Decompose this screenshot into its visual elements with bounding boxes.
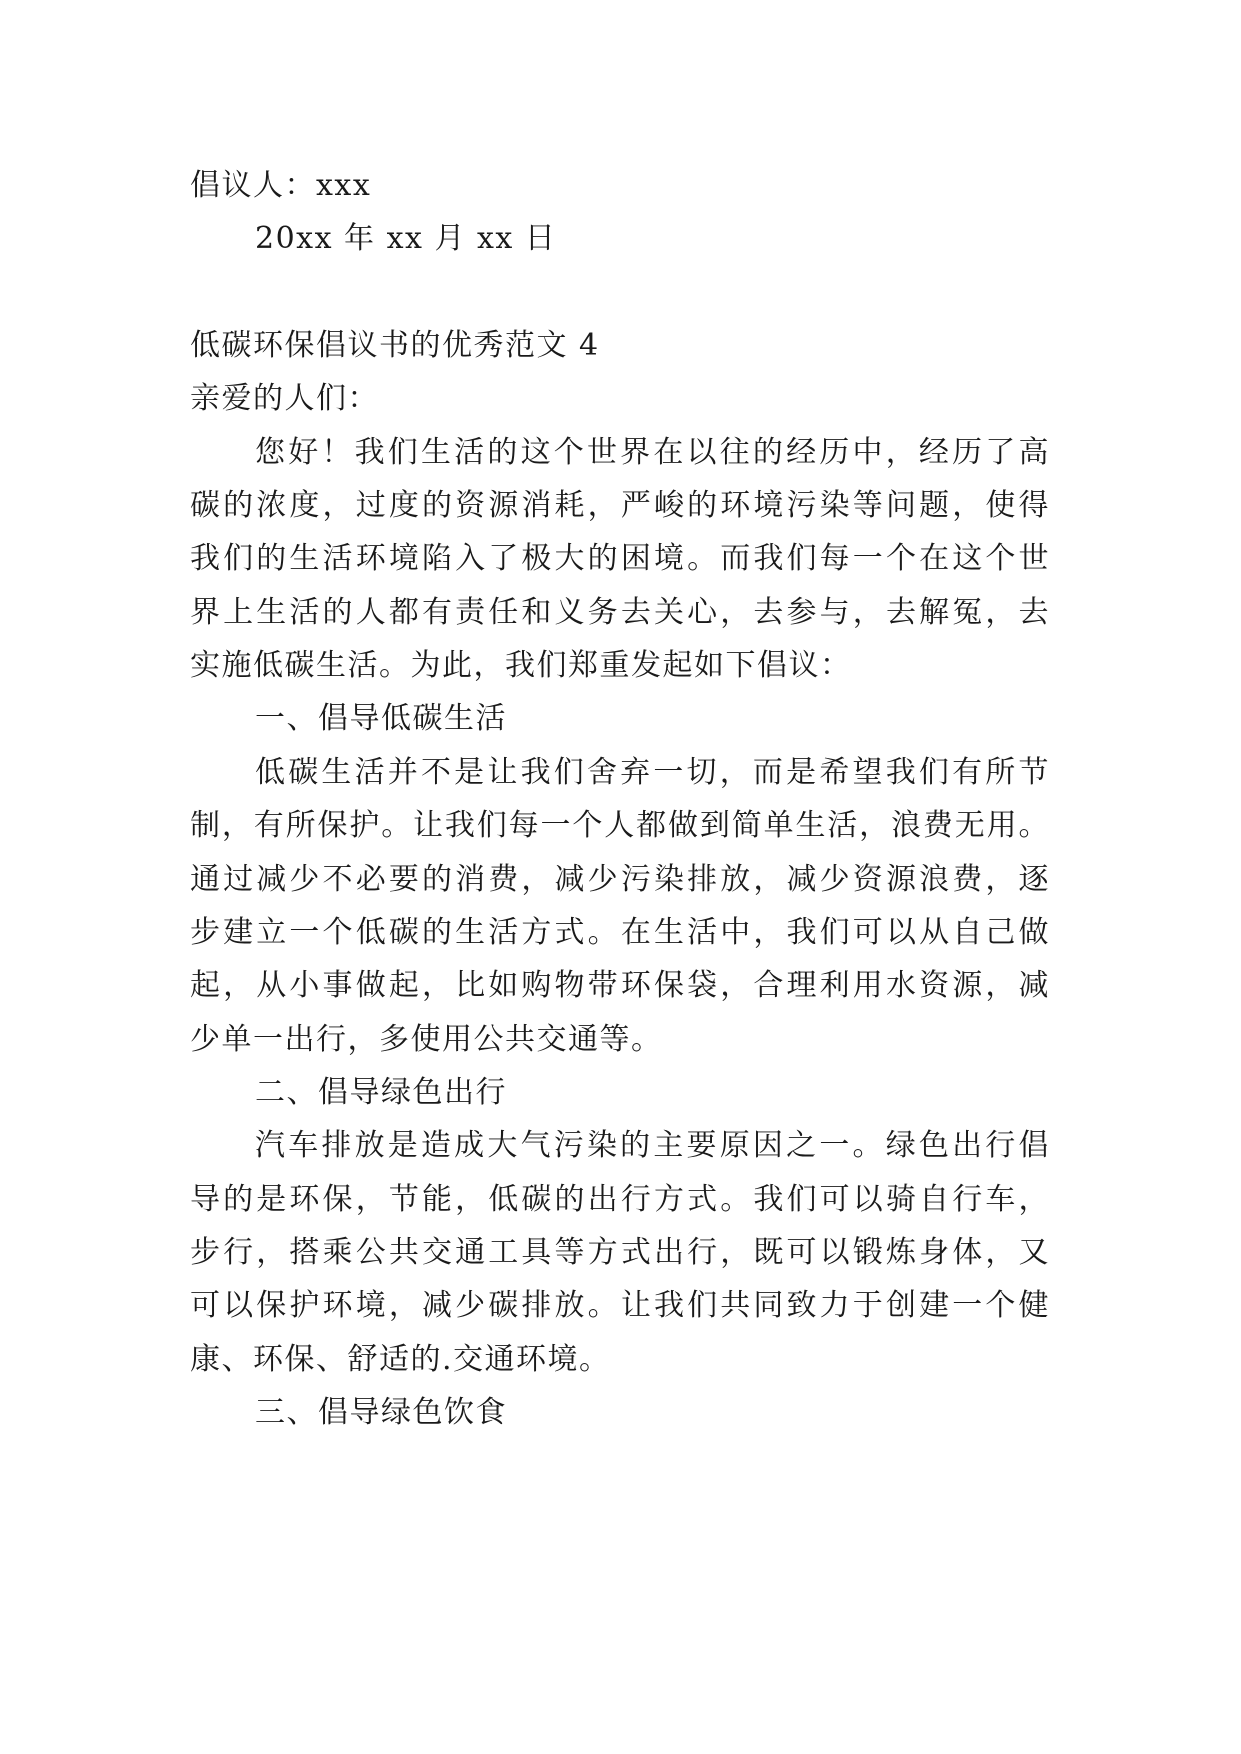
paragraph1-line: 界上生活的人都有责任和义务去关心，去参与，去解冤，去 (190, 595, 1050, 630)
section2-line: 汽车排放是造成大气污染的主要原因之一。绿色出行倡 (255, 1128, 1050, 1163)
section1-line: 制，有所保护。让我们每一个人都做到简单生活，浪费无用。 (190, 808, 1050, 843)
paragraph1-line: 碳的浓度，过度的资源消耗，严峻的环境污染等问题，使得 (190, 488, 1050, 523)
section1-line: 通过减少不必要的消费，减少污染排放，减少资源浪费，逐 (190, 862, 1050, 897)
section2-line: 步行，搭乘公共交通工具等方式出行，既可以锻炼身体，又 (190, 1235, 1050, 1270)
section2-line: 康、环保、舒适的.交通环境。 (190, 1342, 611, 1377)
section2-heading: 二、倡导绿色出行 (255, 1075, 507, 1110)
greeting: 亲爱的人们： (190, 381, 379, 416)
paragraph1-line: 实施低碳生活。为此，我们郑重发起如下倡议： (190, 648, 852, 683)
section1-line: 步建立一个低碳的生活方式。在生活中，我们可以从自己做 (190, 915, 1050, 950)
section1-line: 起，从小事做起，比如购物带环保袋，合理利用水资源，减 (190, 968, 1050, 1003)
section1-line: 少单一出行，多使用公共交通等。 (190, 1022, 663, 1057)
paragraph1-line: 我们的生活环境陷入了极大的困境。而我们每一个在这个世 (190, 541, 1050, 576)
date-line: 20xx 年 xx 月 xx 日 (255, 221, 557, 256)
section1-heading: 一、倡导低碳生活 (255, 701, 507, 736)
paragraph1-line: 您好！我们生活的这个世界在以往的经历中，经历了高 (255, 435, 1050, 470)
section2-line: 可以保护环境，减少碳排放。让我们共同致力于创建一个健 (190, 1288, 1050, 1323)
section3-heading: 三、倡导绿色饮食 (255, 1395, 507, 1430)
signature-line: 倡议人：xxx (190, 168, 372, 203)
document-title: 低碳环保倡议书的优秀范文 4 (190, 328, 600, 363)
section1-line: 低碳生活并不是让我们舍弃一切，而是希望我们有所节 (255, 755, 1050, 790)
section2-line: 导的是环保，节能，低碳的出行方式。我们可以骑自行车， (190, 1182, 1050, 1217)
